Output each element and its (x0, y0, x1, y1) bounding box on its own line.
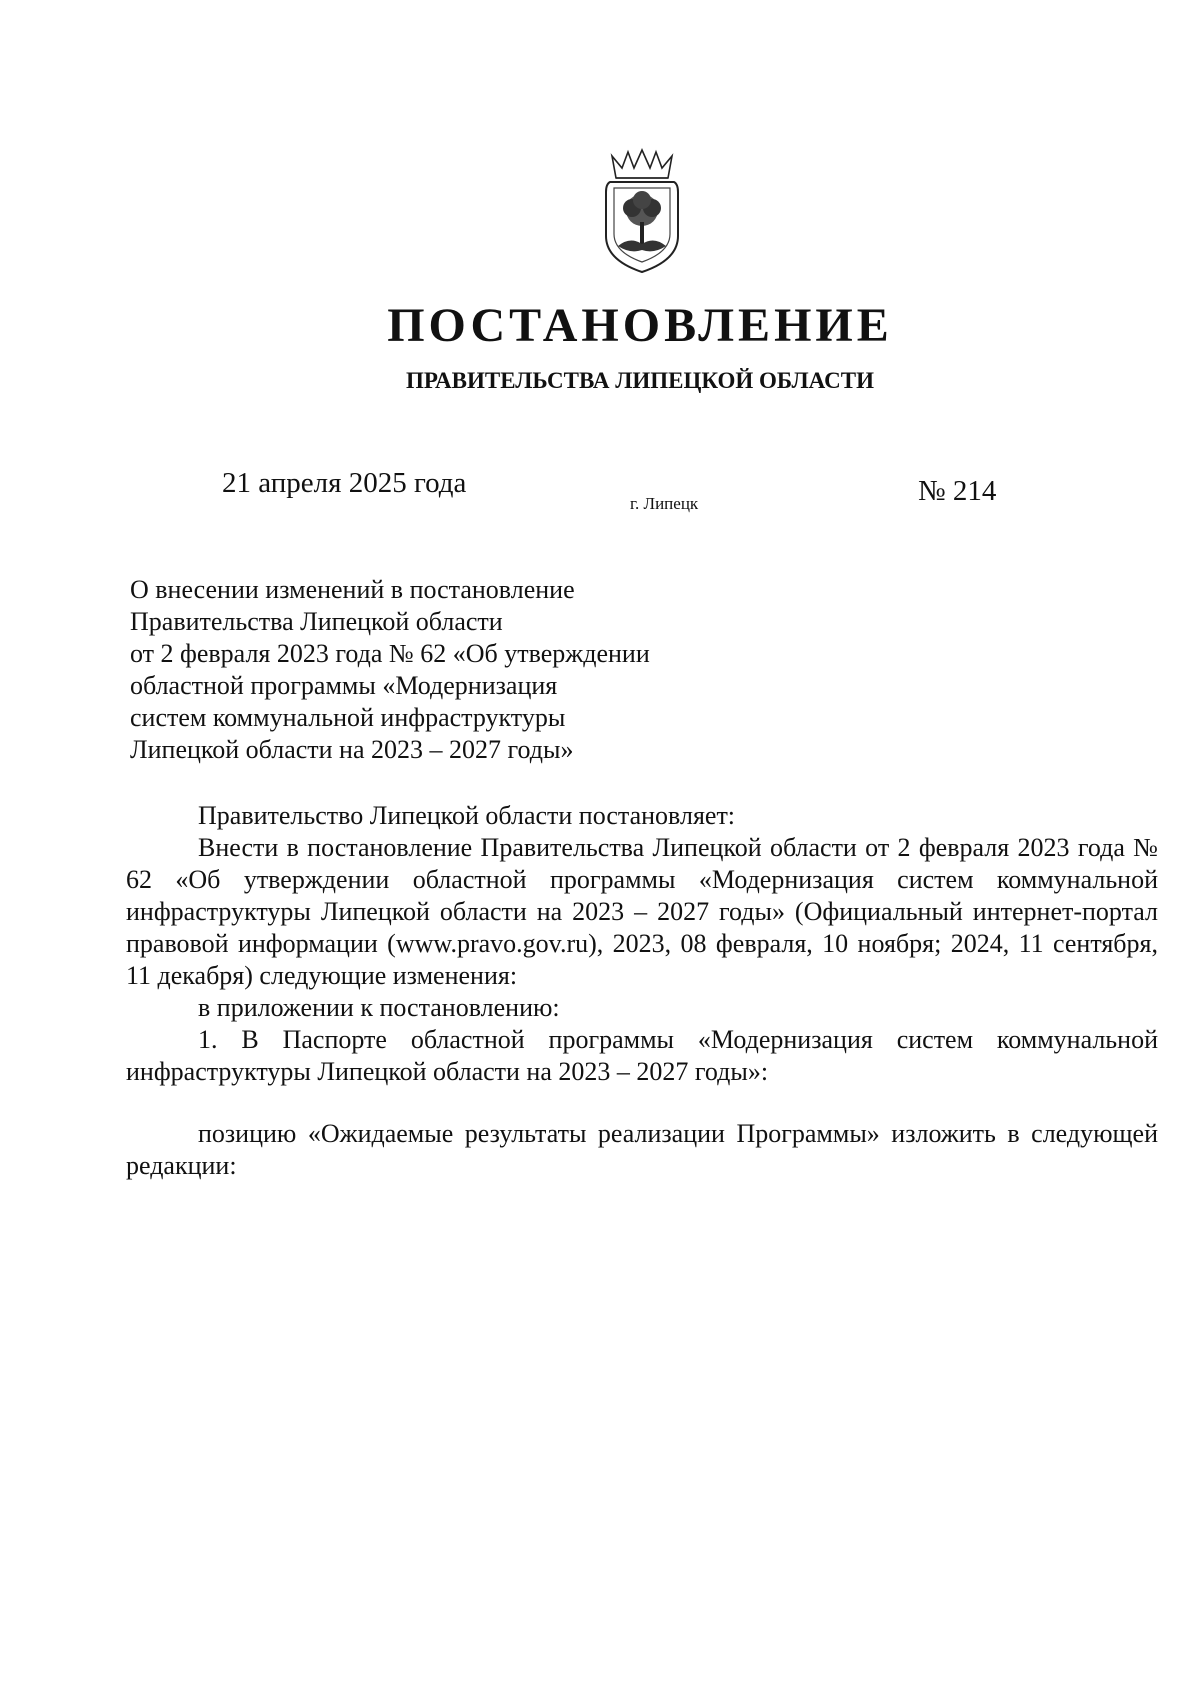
document-city: г. Липецк (630, 494, 699, 513)
document-number: № 214 (918, 475, 997, 507)
heading-line: от 2 февраля 2023 года № 62 «Об утверждении (130, 639, 650, 668)
document-title: ПОСТАНОВЛЕНИЕ (387, 299, 893, 352)
body-paragraph: позицию «Ожидаемые результаты реализации Программы» изложить в следующей редакции: (126, 1119, 1158, 1180)
body-paragraph: в приложении к постановлению: (198, 993, 560, 1022)
heading-line: Правительства Липецкой области (130, 607, 503, 636)
body-paragraph: 1. В Паспорте областной программы «Модернизация систем коммунальной инфраструктуры Липецкой области на 2023 – 2027 годы»: (126, 1025, 1158, 1086)
body-paragraph: Правительство Липецкой области постановляет: (198, 801, 736, 830)
heading-line: систем коммунальной инфраструктуры (130, 703, 566, 732)
coat-of-arms-emblem (598, 148, 686, 276)
document-subtitle: ПРАВИТЕЛЬСТВА ЛИПЕЦКОЙ ОБЛАСТИ (406, 368, 874, 393)
heading-line: Липецкой области на 2023 – 2027 годы» (130, 735, 574, 764)
heading-line: областной программы «Модернизация (130, 671, 558, 700)
document-body (126, 800, 1158, 1182)
document-heading (130, 574, 650, 766)
heading-line: О внесении изменений в постановление (130, 575, 575, 604)
body-paragraph: Внести в постановление Правительства Липецкой области от 2 февраля 2023 года № 62 «Об утверждении областной программы «Модернизация систем коммунальной инфраструктуры Липецкой области на 2023 – 2027 годы» (Официальный интернет-портал правовой информации (www.pravo.gov.ru), 2023, 08 февраля, 10 ноября; 2024, 11 сентября, 11 декабря) следующие изменения: (126, 833, 1158, 990)
document-date: 21 апреля 2025 года (222, 467, 467, 499)
